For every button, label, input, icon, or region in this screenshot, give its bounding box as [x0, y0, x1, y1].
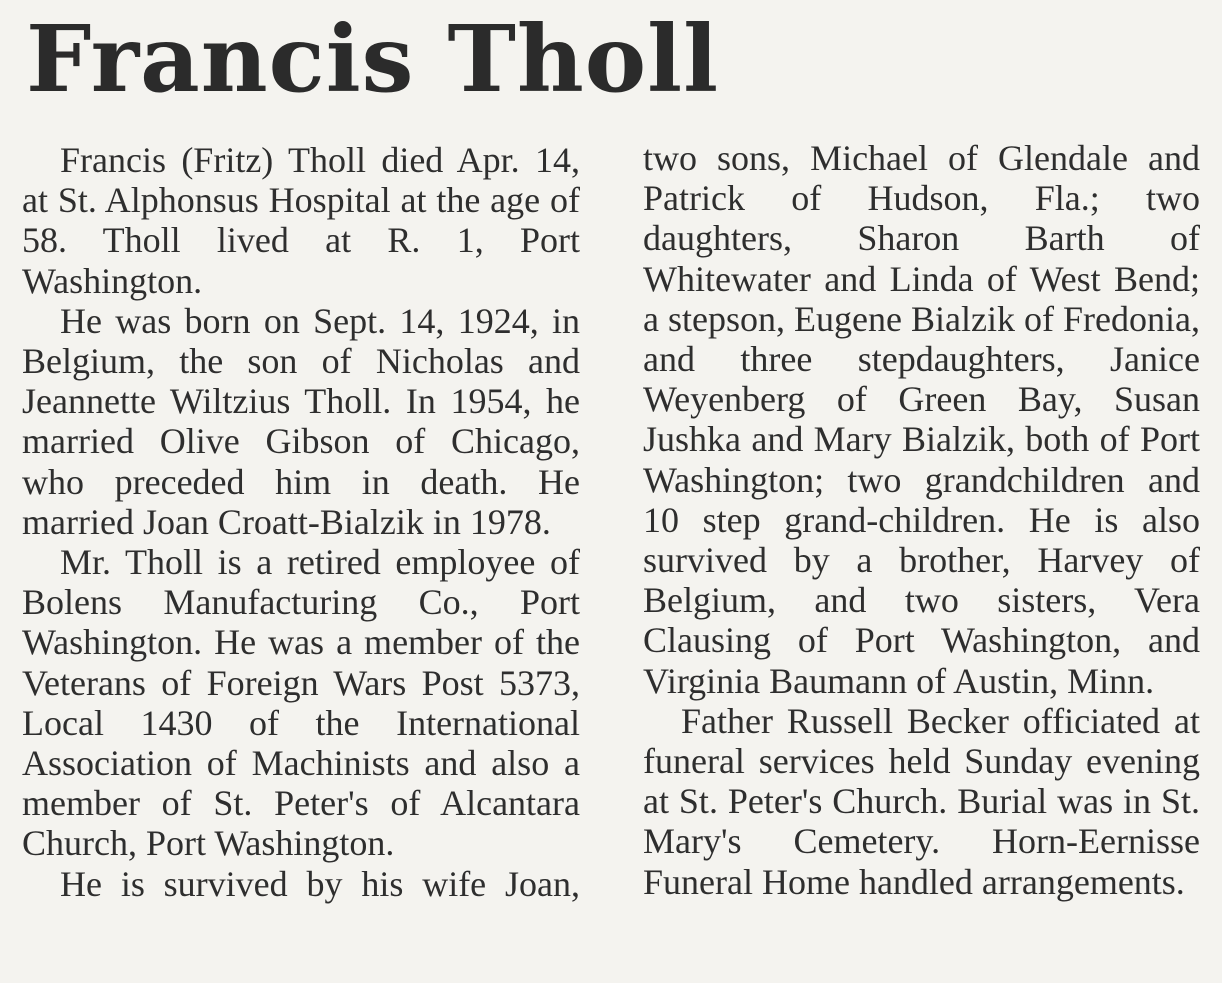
- right-column: [643, 138, 1200, 902]
- paragraph-survivors-continued: two sons, Michael of Glendale and Patrick of Hudson, Fla.; two daughters, Sharon Barth of Whitewater and Linda of West Bend; a stepson, Eugene Bialzik of Fredonia, and three stepdaughters, Janice Weyenberg of Green Bay, Susan Jushka and Mary Bialzik, both of Port Washington; two grandchildren and 10 step grand-children. He is also survived by a brother, Harvey of Belgium, and two sisters, Vera Clausing of Port Washington, and Virginia Baumann of Austin, Minn.: [643, 138, 1200, 701]
- paragraph-survivors-start: He is survived by his wife Joan,: [60, 863, 580, 904]
- paragraph-birth-marriage: He was born on Sept. 14, 1924, in Belgium, the son of Nicholas and Jeannette Wiltzius Tholl. In 1954, he married Olive Gibson of Chicago, who preceded him in death. He married Joan Croatt-Bialzik in 1978.: [22, 300, 580, 542]
- left-column: [22, 140, 580, 904]
- paragraph-funeral-services: Father Russell Becker officiated at funeral services held Sunday evening at St. Peter's Church. Burial was in St. Mary's Cemetery. Horn-Eernisse Funeral Home handled arrangements.: [643, 700, 1200, 902]
- paragraph-death-notice: Francis (Fritz) Tholl died Apr. 14, at St. Alphonsus Hospital at the age of 58. Tholl lived at R. 1, Port Washington.: [22, 140, 580, 301]
- headline: Francis Tholl: [26, 5, 720, 113]
- paragraph-employment: Mr. Tholl is a retired employee of Bolens Manufacturing Co., Port Washington. He was a member of the Veterans of Foreign Wars Post 5373, Local 1430 of the International Association of Machinists and also a member of St. Peter's of Alcantara Church, Port Washington.: [22, 542, 580, 864]
